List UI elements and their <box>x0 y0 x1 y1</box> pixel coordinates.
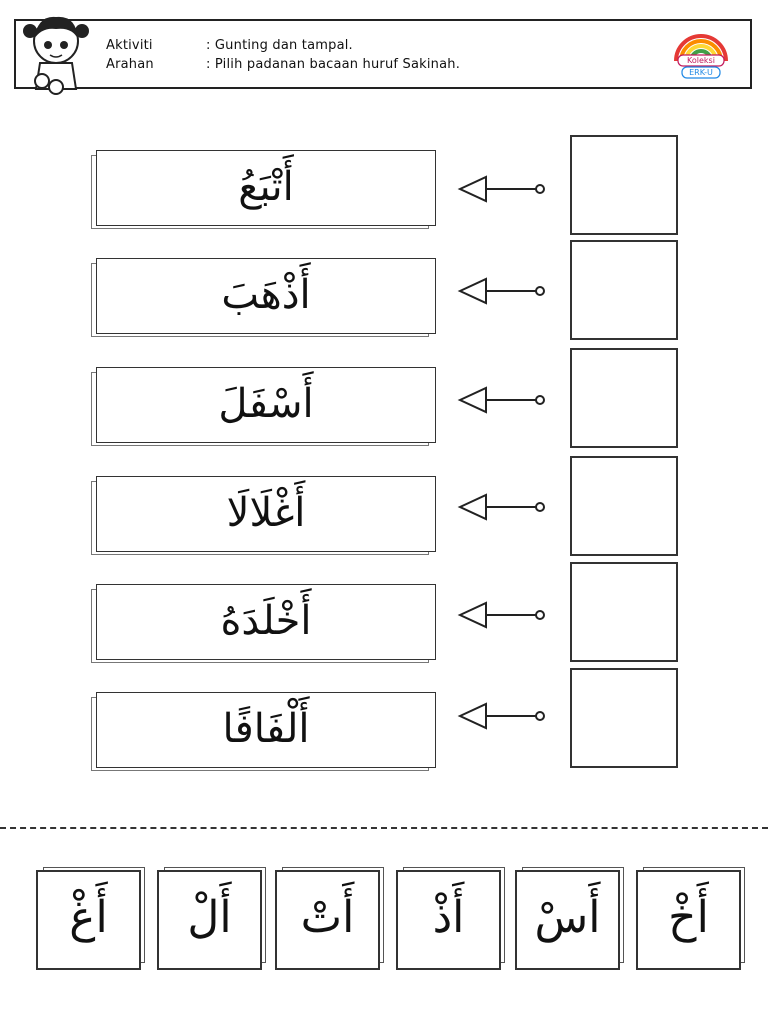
word-card-3 <box>96 367 436 443</box>
cut-line <box>0 827 768 829</box>
girl-mascot-icon <box>16 9 94 103</box>
arrow-5-icon <box>456 600 551 630</box>
word-card-4 <box>96 476 436 552</box>
badge-text-top: Koleksi <box>687 56 715 65</box>
paste-box-5[interactable] <box>570 562 678 662</box>
letter-tile-text-2: أَلْ <box>187 892 232 943</box>
activity-label: Aktiviti <box>106 38 153 53</box>
word-text-4: أَغْلَالَا <box>226 490 306 536</box>
letter-tile-3[interactable] <box>275 870 380 970</box>
arrow-4-icon <box>456 492 551 522</box>
word-text-2: أَذْهَبَ <box>221 272 311 318</box>
word-text-6: أَلْفَافًا <box>222 706 310 752</box>
arrow-6-icon <box>456 701 551 731</box>
letter-tile-5[interactable] <box>515 870 620 970</box>
paste-box-2[interactable] <box>570 240 678 340</box>
activity-row <box>106 38 353 53</box>
paste-box-4[interactable] <box>570 456 678 556</box>
rainbow-logo-icon <box>670 31 732 81</box>
activity-value: : Gunting dan tampal. <box>206 38 353 53</box>
word-text-1: أَتْبَعُ <box>238 164 294 210</box>
word-card-1 <box>96 150 436 226</box>
arrow-3-icon <box>456 385 551 415</box>
worksheet-header <box>14 19 752 89</box>
word-card-2 <box>96 258 436 334</box>
letter-tile-6[interactable] <box>636 870 741 970</box>
letter-tile-text-5: أَسْ <box>534 892 601 943</box>
letter-tile-1[interactable] <box>36 870 141 970</box>
letter-tile-text-6: أَخْ <box>668 892 709 943</box>
arrow-1-icon <box>456 174 551 204</box>
letter-tile-text-3: أَتْ <box>300 892 355 943</box>
badge-text-bottom: ERK-U <box>689 68 713 77</box>
word-card-6 <box>96 692 436 768</box>
word-text-3: أَسْفَلَ <box>218 381 314 427</box>
instruction-value: : Pilih padanan bacaan huruf Sakinah. <box>206 57 461 72</box>
paste-box-1[interactable] <box>570 135 678 235</box>
word-card-5 <box>96 584 436 660</box>
letter-tile-text-1: أَغْ <box>69 892 108 943</box>
arrow-2-icon <box>456 276 551 306</box>
instruction-row <box>106 57 460 72</box>
paste-box-3[interactable] <box>570 348 678 448</box>
letter-tile-4[interactable] <box>396 870 501 970</box>
letter-tile-text-4: أَذْ <box>432 892 465 943</box>
letter-tile-2[interactable] <box>157 870 262 970</box>
instruction-label: Arahan <box>106 57 154 72</box>
word-text-5: أَخْلَدَهُ <box>220 598 312 644</box>
paste-box-6[interactable] <box>570 668 678 768</box>
